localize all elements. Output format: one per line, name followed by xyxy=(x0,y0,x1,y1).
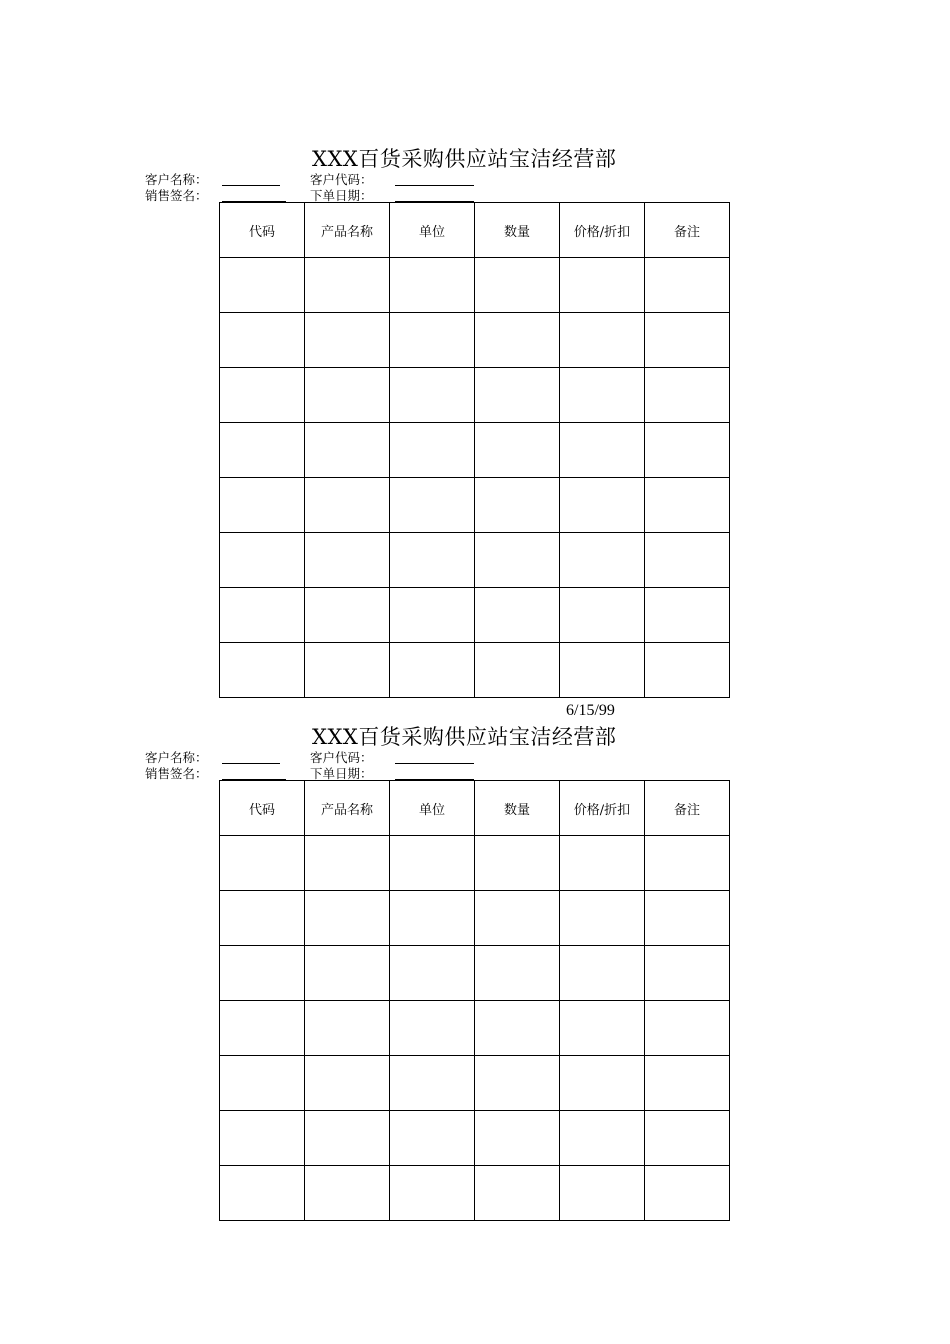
table-cell[interactable] xyxy=(305,423,390,478)
table-cell[interactable] xyxy=(305,1166,390,1221)
table-cell[interactable] xyxy=(305,1111,390,1166)
table-cell[interactable] xyxy=(645,1166,730,1221)
table-cell[interactable] xyxy=(305,588,390,643)
table-row xyxy=(220,423,730,478)
table-cell[interactable] xyxy=(560,478,645,533)
column-header-code: 代码 xyxy=(220,781,305,836)
customer-name-field[interactable] xyxy=(222,763,280,764)
column-header-price-discount: 价格/折扣 xyxy=(560,781,645,836)
table-cell[interactable] xyxy=(305,533,390,588)
table-cell[interactable] xyxy=(645,533,730,588)
table-cell[interactable] xyxy=(220,836,305,891)
table-cell[interactable] xyxy=(645,643,730,698)
table-row xyxy=(220,1001,730,1056)
table-cell[interactable] xyxy=(305,891,390,946)
table-cell[interactable] xyxy=(475,313,560,368)
table-cell[interactable] xyxy=(220,258,305,313)
column-header-quantity: 数量 xyxy=(475,203,560,258)
column-header-price-discount: 价格/折扣 xyxy=(560,203,645,258)
table-cell[interactable] xyxy=(645,478,730,533)
table-row xyxy=(220,1166,730,1221)
table-row xyxy=(220,891,730,946)
table-cell[interactable] xyxy=(645,891,730,946)
table-cell[interactable] xyxy=(560,588,645,643)
table-cell[interactable] xyxy=(475,368,560,423)
order-table xyxy=(219,202,730,698)
column-header-quantity: 数量 xyxy=(475,781,560,836)
customer-code-field[interactable] xyxy=(395,763,474,764)
table-cell[interactable] xyxy=(475,1001,560,1056)
table-cell[interactable] xyxy=(645,1001,730,1056)
table-cell[interactable] xyxy=(560,368,645,423)
table-cell[interactable] xyxy=(475,533,560,588)
table-cell[interactable] xyxy=(220,313,305,368)
table-cell[interactable] xyxy=(645,368,730,423)
table-cell[interactable] xyxy=(475,643,560,698)
table-cell[interactable] xyxy=(560,1111,645,1166)
table-header-row xyxy=(220,781,730,836)
customer-name-label: 客户名称： xyxy=(145,750,208,765)
table-row xyxy=(220,643,730,698)
table-cell[interactable] xyxy=(305,643,390,698)
table-cell[interactable] xyxy=(390,423,475,478)
table-cell[interactable] xyxy=(560,1001,645,1056)
order-table xyxy=(219,780,730,1221)
table-row xyxy=(220,533,730,588)
table-cell[interactable] xyxy=(645,258,730,313)
table-body xyxy=(220,258,730,698)
table-cell[interactable] xyxy=(220,643,305,698)
table-row xyxy=(220,1056,730,1111)
table-cell[interactable] xyxy=(305,478,390,533)
table-cell[interactable] xyxy=(560,891,645,946)
table-cell[interactable] xyxy=(305,258,390,313)
table-cell[interactable] xyxy=(220,1056,305,1111)
customer-name-field[interactable] xyxy=(222,185,280,186)
table-cell[interactable] xyxy=(390,836,475,891)
table-cell[interactable] xyxy=(390,1056,475,1111)
table-cell[interactable] xyxy=(390,1166,475,1221)
table-cell[interactable] xyxy=(220,588,305,643)
table-row xyxy=(220,478,730,533)
sales-sign-label: 销售签名： xyxy=(145,188,208,203)
column-header-code: 代码 xyxy=(220,203,305,258)
table-cell[interactable] xyxy=(560,946,645,1001)
table-body xyxy=(220,836,730,1221)
table-cell[interactable] xyxy=(220,891,305,946)
table-cell[interactable] xyxy=(220,1166,305,1221)
table-cell[interactable] xyxy=(305,1056,390,1111)
table-cell[interactable] xyxy=(560,1056,645,1111)
table-cell[interactable] xyxy=(645,423,730,478)
table-cell[interactable] xyxy=(475,478,560,533)
table-row xyxy=(220,588,730,643)
table-cell[interactable] xyxy=(390,1001,475,1056)
customer-name-label: 客户名称： xyxy=(145,172,208,187)
customer-code-label: 客户代码： xyxy=(310,172,373,187)
table-cell[interactable] xyxy=(390,891,475,946)
customer-code-field[interactable] xyxy=(395,185,474,186)
table-cell[interactable] xyxy=(390,313,475,368)
table-cell[interactable] xyxy=(645,1056,730,1111)
table-cell[interactable] xyxy=(390,588,475,643)
table-cell[interactable] xyxy=(560,313,645,368)
table-cell[interactable] xyxy=(560,533,645,588)
column-header-unit: 单位 xyxy=(390,203,475,258)
table-cell[interactable] xyxy=(560,1166,645,1221)
table-cell[interactable] xyxy=(390,533,475,588)
form-title: XXX百货采购供应站宝洁经营部 xyxy=(312,147,617,171)
table-cell[interactable] xyxy=(220,1001,305,1056)
column-header-unit: 单位 xyxy=(390,781,475,836)
table-cell[interactable] xyxy=(645,836,730,891)
table-cell[interactable] xyxy=(220,1111,305,1166)
table-cell[interactable] xyxy=(220,423,305,478)
form-title: XXX百货采购供应站宝洁经营部 xyxy=(312,725,617,749)
order-date-label: 下单日期： xyxy=(310,766,373,781)
table-cell[interactable] xyxy=(475,946,560,1001)
table-row xyxy=(220,368,730,423)
column-header-remarks: 备注 xyxy=(645,203,730,258)
column-header-product-name: 产品名称 xyxy=(305,203,390,258)
table-cell[interactable] xyxy=(645,946,730,1001)
table-row xyxy=(220,946,730,1001)
table-cell[interactable] xyxy=(390,478,475,533)
table-cell[interactable] xyxy=(475,1166,560,1221)
table-cell[interactable] xyxy=(390,1111,475,1166)
table-cell[interactable] xyxy=(220,368,305,423)
table-cell[interactable] xyxy=(305,1001,390,1056)
table-cell[interactable] xyxy=(475,1056,560,1111)
table-cell[interactable] xyxy=(560,423,645,478)
customer-code-label: 客户代码： xyxy=(310,750,373,765)
table-header-row xyxy=(220,203,730,258)
table-cell[interactable] xyxy=(305,836,390,891)
table-cell[interactable] xyxy=(305,946,390,1001)
column-header-product-name: 产品名称 xyxy=(305,781,390,836)
column-header-remarks: 备注 xyxy=(645,781,730,836)
order-date-label: 下单日期： xyxy=(310,188,373,203)
table-cell[interactable] xyxy=(220,533,305,588)
table-cell[interactable] xyxy=(475,258,560,313)
table-row xyxy=(220,258,730,313)
table-cell[interactable] xyxy=(390,946,475,1001)
table-row xyxy=(220,836,730,891)
table-cell[interactable] xyxy=(305,368,390,423)
table-cell[interactable] xyxy=(305,313,390,368)
table-cell[interactable] xyxy=(645,588,730,643)
table-cell[interactable] xyxy=(475,836,560,891)
sales-sign-label: 销售签名： xyxy=(145,766,208,781)
table-cell[interactable] xyxy=(390,643,475,698)
table-cell[interactable] xyxy=(475,1111,560,1166)
table-cell[interactable] xyxy=(220,946,305,1001)
table-cell[interactable] xyxy=(390,258,475,313)
table-cell[interactable] xyxy=(220,478,305,533)
table-cell[interactable] xyxy=(475,588,560,643)
table-cell[interactable] xyxy=(645,313,730,368)
table-cell[interactable] xyxy=(560,836,645,891)
table-row xyxy=(220,313,730,368)
date-stamp: 6/15/99 xyxy=(566,702,615,719)
table-cell[interactable] xyxy=(560,258,645,313)
table-cell[interactable] xyxy=(475,423,560,478)
table-cell[interactable] xyxy=(645,1111,730,1166)
table-cell[interactable] xyxy=(475,891,560,946)
table-row xyxy=(220,1111,730,1166)
table-cell[interactable] xyxy=(560,643,645,698)
table-cell[interactable] xyxy=(390,368,475,423)
